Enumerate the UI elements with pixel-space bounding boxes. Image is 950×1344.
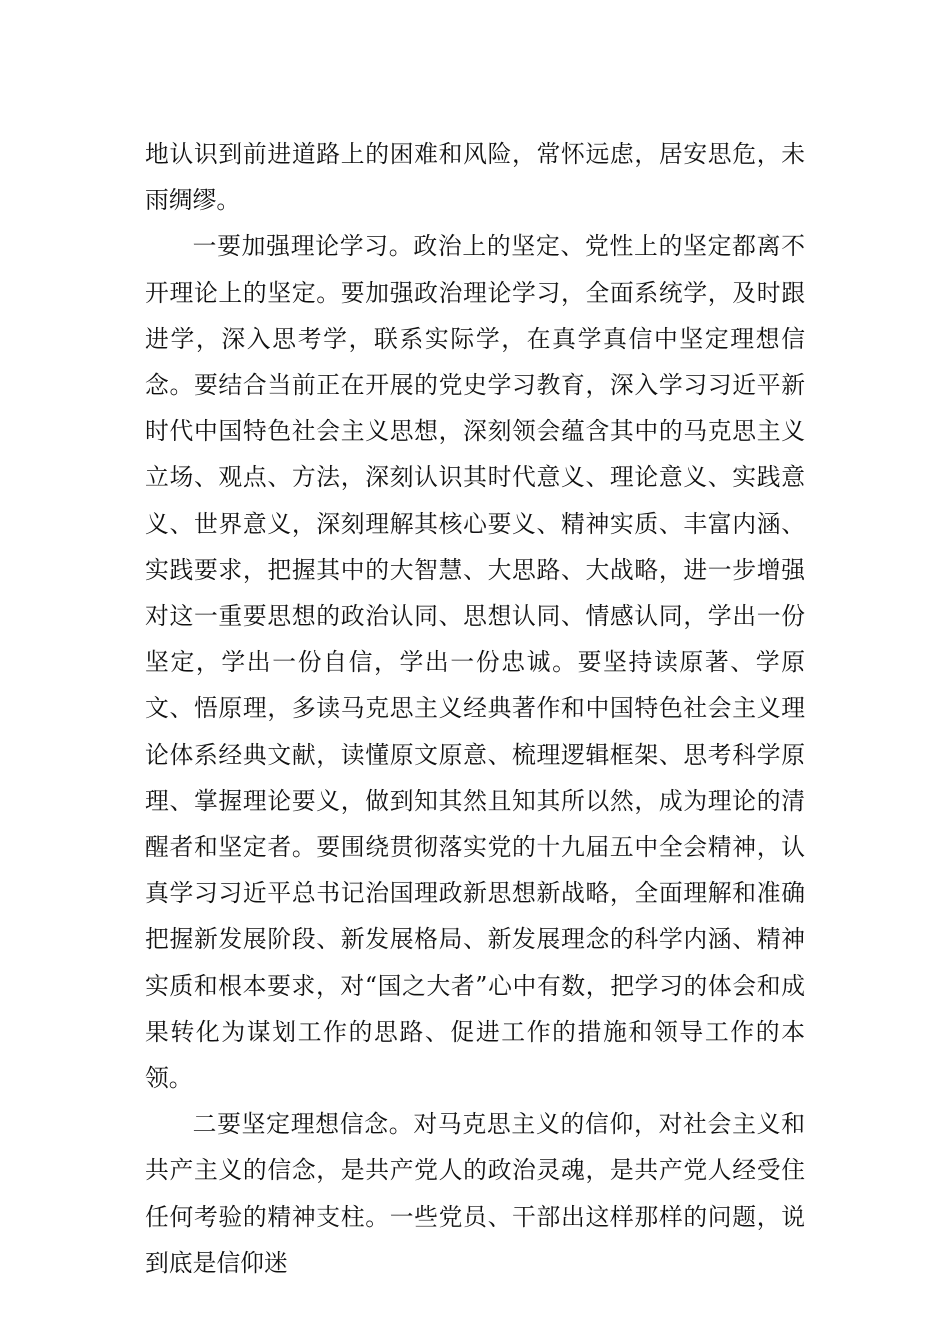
paragraph-firm-ideals-beliefs: 二要坚定理想信念。对马克思主义的信仰，对社会主义和共产主义的信念，是共产党人的政治灵魂，是共产党人经受住任何考验的精神支柱。一些党员、干部出这样那样的问题，说到底是信仰迷 [145, 1110, 805, 1277]
document-body [145, 131, 805, 1286]
paragraph-continuation: 地认识到前进道路上的困难和风险，常怀远虑，居安思危，未雨绸缪。 [145, 140, 805, 215]
paragraph-strengthen-theory-study: 一要加强理论学习。政治上的坚定、党性上的坚定都离不开理论上的坚定。要加强政治理论学习，全面系统学，及时跟进学，深入思考学，联系实际学，在真学真信中坚定理想信念。要结合当前正在开展的党史学习教育，深入学习习近平新时代中国特色社会主义思想，深刻领会蕴含其中的马克思主义立场、观点、方法，深刻认识其时代意义、理论意义、实践意义、世界意义，深刻理解其核心要义、精神实质、丰富内涵、实践要求，把握其中的大智慧、大思路、大战略，进一步增强对这一重要思想的政治认同、思想认同、情感认同，学出一份坚定，学出一份自信，学出一份忠诚。要坚持读原著、学原文、悟原理，多读马克思主义经典著作和中国特色社会主义理论体系经典文献，读懂原文原意、梳理逻辑框架、思考科学原理、掌握理论要义，做到知其然且知其所以然，成为理论的清醒者和坚定者。要围绕贯彻落实党的十九届五中全会精神，认真学习习近平总书记治国理政新思想新战略，全面理解和准确把握新发展阶段、新发展格局、新发展理念的科学内涵、精神实质和根本要求，对“国之大者”心中有数，把学习的体会和成果转化为谋划工作的思路、促进工作的措施和领导工作的本领。 [145, 232, 805, 1093]
